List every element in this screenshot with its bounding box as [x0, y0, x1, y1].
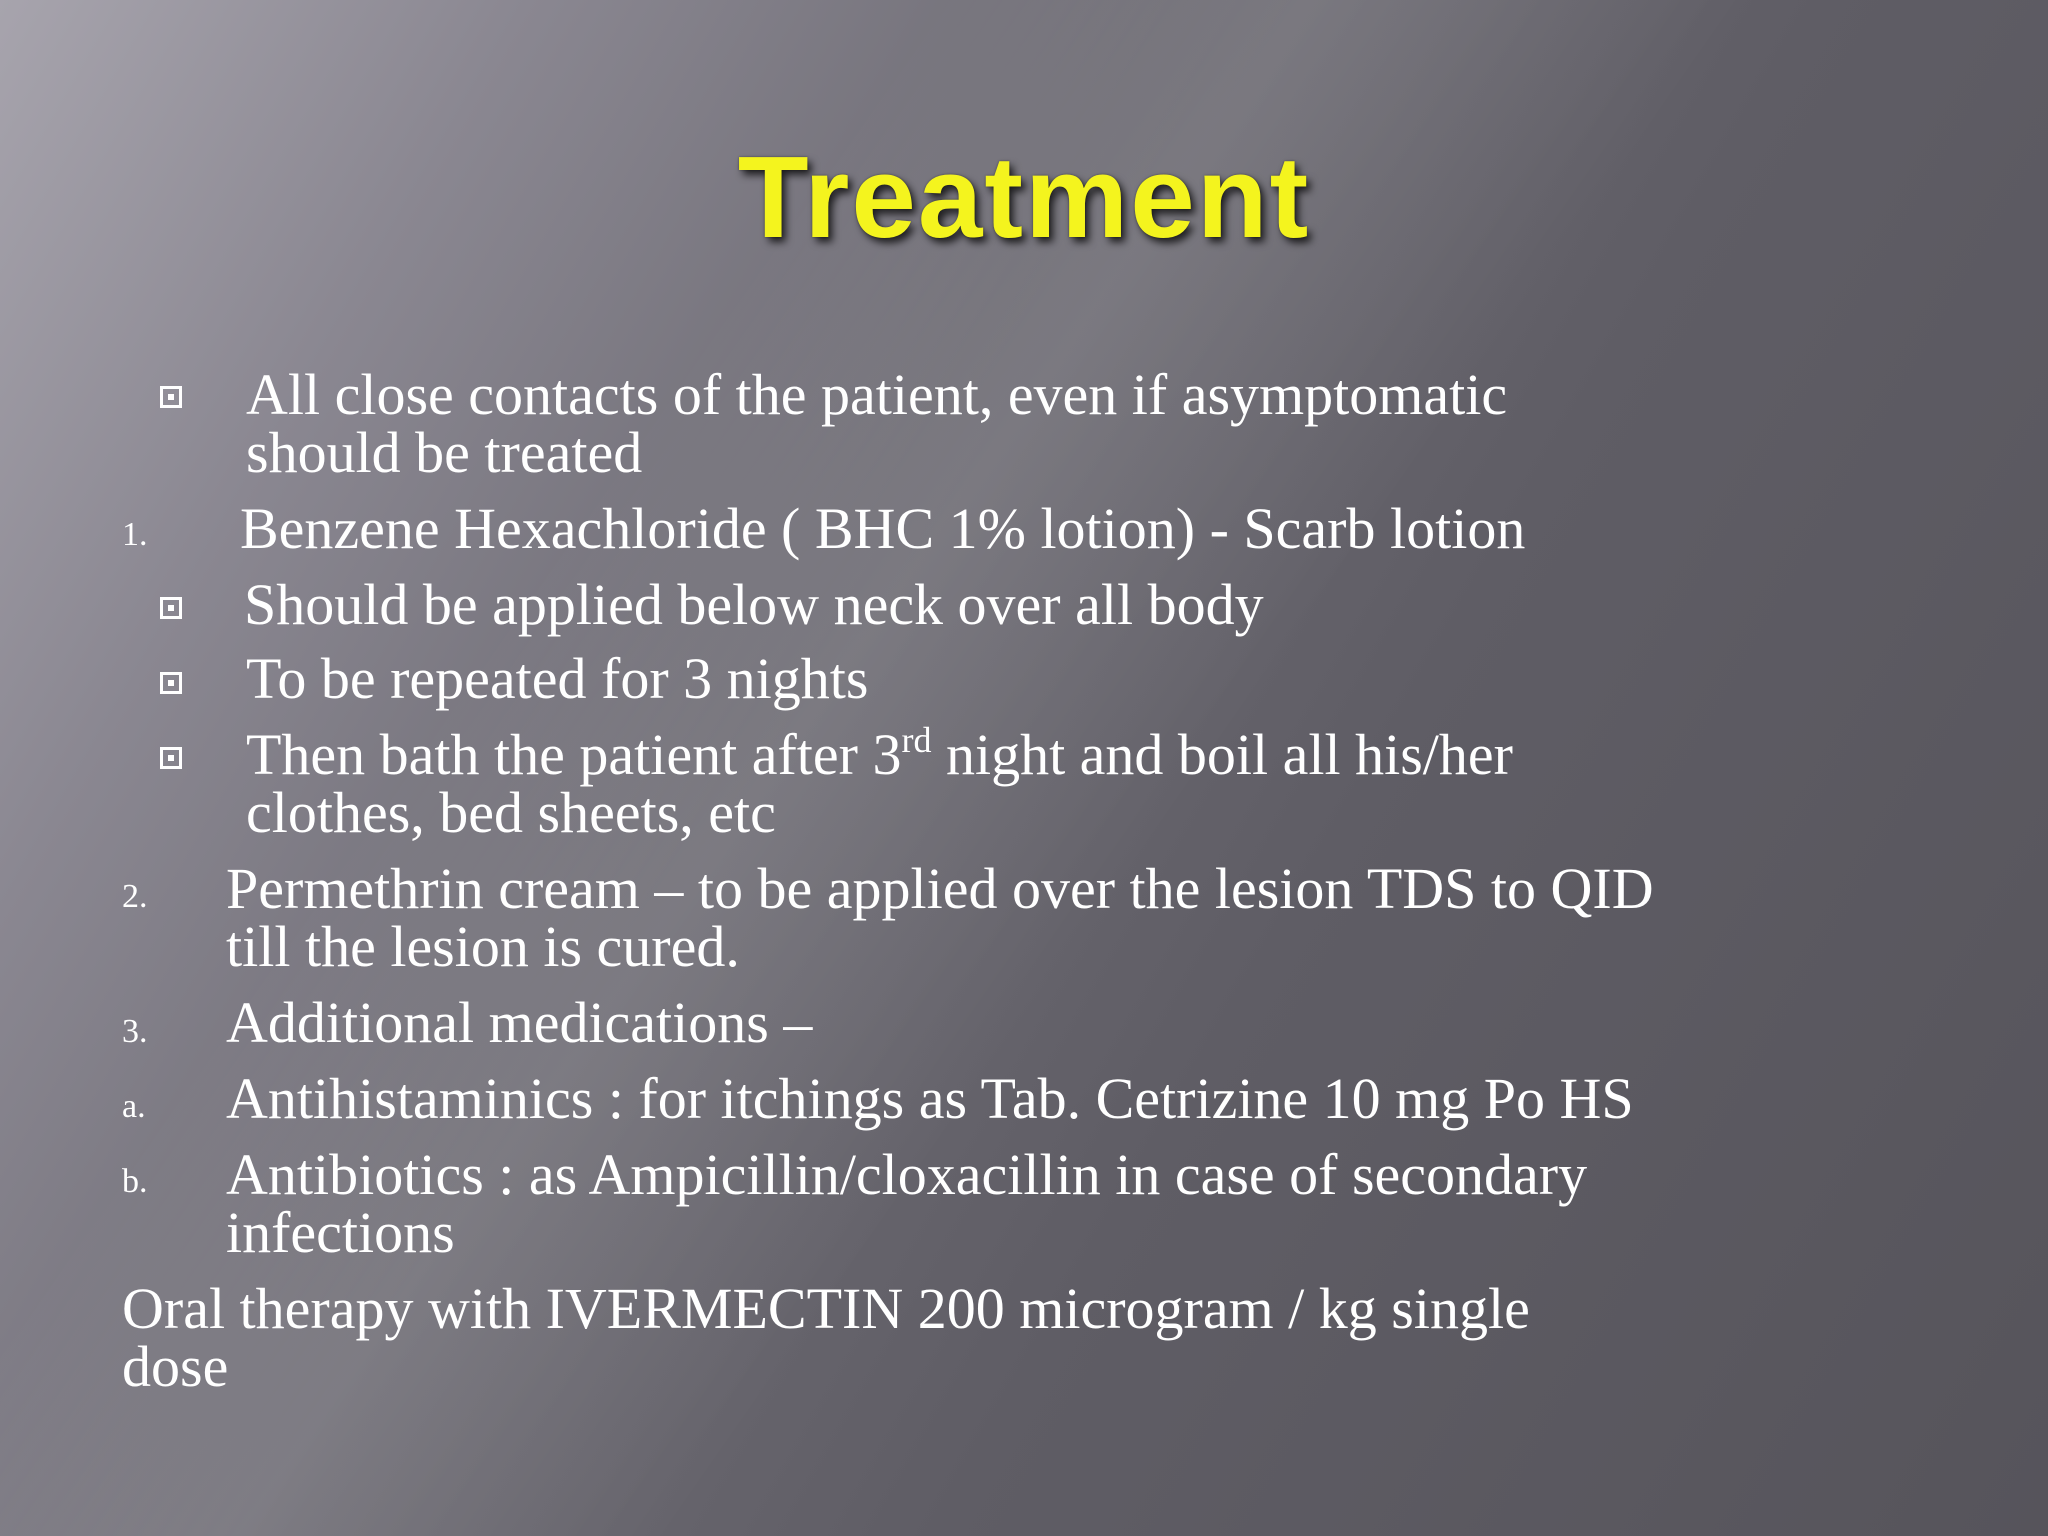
item-text: Benzene Hexachloride ( BHC 1% lotion) - Scarb lotion: [240, 496, 1526, 561]
item-text: infections: [226, 1200, 455, 1265]
item-text: Permethrin cream – to be applied over the lesion TDS to QID: [226, 856, 1654, 921]
list-letter: b.: [122, 1163, 148, 1200]
item-text: dose: [122, 1334, 229, 1399]
list-number: 1.: [122, 516, 148, 553]
square-bullet-icon: [160, 597, 182, 619]
item-text: clothes, bed sheets, etc: [246, 780, 776, 845]
list-number: 3.: [122, 1013, 148, 1050]
item-text: Antihistaminics : for itchings as Tab. Cetrizine 10 mg Po HS: [226, 1066, 1634, 1131]
square-bullet-icon: [160, 386, 182, 408]
item-text: till the lesion is cured.: [226, 914, 740, 979]
item-text: All close contacts of the patient, even if asymptomatic: [246, 362, 1508, 427]
item-text: To be repeated for 3 nights: [246, 646, 869, 711]
item-text: should be treated: [246, 420, 643, 485]
item-text-part: Then bath the patient after 3: [246, 722, 902, 787]
slide-title: Treatment: [737, 132, 1311, 262]
superscript-ordinal: rd: [901, 720, 932, 760]
item-text: Additional medications –: [226, 990, 813, 1055]
list-number: 2.: [122, 878, 148, 915]
square-bullet-icon: [160, 672, 182, 694]
square-bullet-icon: [160, 747, 182, 769]
item-text: Should be applied below neck over all body: [244, 572, 1264, 637]
item-text-part: night and boil all his/her: [931, 722, 1513, 787]
list-letter: a.: [122, 1088, 146, 1125]
item-text: Oral therapy with IVERMECTIN 200 microgram / kg single: [122, 1276, 1530, 1341]
item-text: Antibiotics : as Ampicillin/cloxacillin in case of secondary: [226, 1142, 1588, 1207]
